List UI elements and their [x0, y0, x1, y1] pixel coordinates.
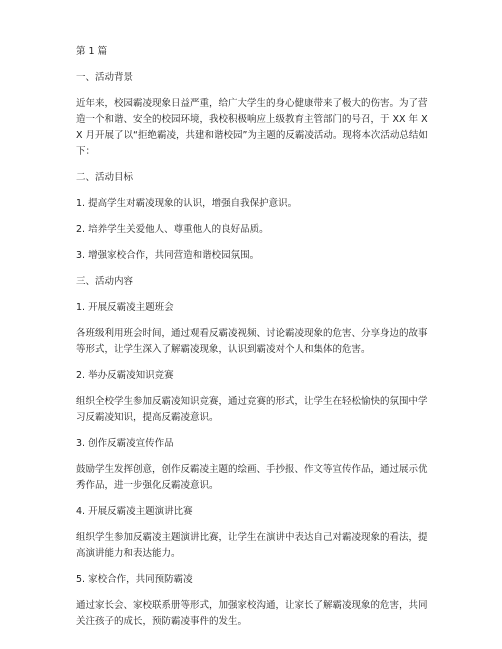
- section-heading-goals: 二、活动目标: [76, 172, 134, 183]
- background-paragraph: 近年来，校园霸凌现象日益严重，给广大学生的身心健康带来了极大的伤害。为了营造一个和谐、安全的校园环境，我校积极响应上级教育主管部门的号召，于 XX 年 XX 月开展了以“拒绝霸凌，共建和谐校园”为主题的反霸凌活动。现将本次活动总结如下：: [76, 98, 428, 157]
- content-item-title: 4. 开展反霸凌主题演讲比赛: [76, 506, 193, 517]
- section-heading-background: 一、活动背景: [76, 72, 134, 83]
- goal-item: 3. 增强家校合作，共同营造和谐校园氛围。: [76, 250, 260, 261]
- content-item-title: 1. 开展反霸凌主题班会: [76, 302, 174, 313]
- content-item-title: 3. 创作反霸凌宣传作品: [76, 438, 174, 449]
- content-item-text: 鼓励学生发挥创意，创作反霸凌主题的绘画、手抄报、作文等宣传作品，通过展示优秀作品，进一步强化反霸凌意识。: [76, 464, 428, 491]
- content-item-text: 组织学生参加反霸凌主题演讲比赛，让学生在演讲中表达自己对霸凌现象的看法，提高演讲能力和表达能力。: [76, 532, 428, 559]
- content-item-text: 通过家长会、家校联系册等形式，加强家校沟通，让家长了解霸凌现象的危害，共同关注孩子的成长，预防霸凌事件的发生。: [76, 600, 428, 627]
- page-label: 第 1 篇: [76, 46, 108, 57]
- document-page: [76, 44, 428, 630]
- content-item-title: 2. 举办反霸凌知识竞赛: [76, 370, 174, 381]
- content-item-text: 各班级利用班会时间，通过观看反霸凌视频、讨论霸凌现象的危害、分享身边的故事等形式，让学生深入了解霸凌现象，认识到霸凌对个人和集体的危害。: [76, 328, 428, 355]
- goal-item: 1. 提高学生对霸凌现象的认识，增强自我保护意识。: [76, 198, 298, 209]
- content-item-text: 组织全校学生参加反霸凌知识竞赛，通过竞赛的形式，让学生在轻松愉快的氛围中学习反霸凌知识，提高反霸凌意识。: [76, 396, 428, 423]
- section-heading-content: 三、活动内容: [76, 276, 134, 287]
- content-item-title: 5. 家校合作，共同预防霸凌: [76, 574, 193, 585]
- goal-item: 2. 培养学生关爱他人、尊重他人的良好品质。: [76, 224, 269, 235]
